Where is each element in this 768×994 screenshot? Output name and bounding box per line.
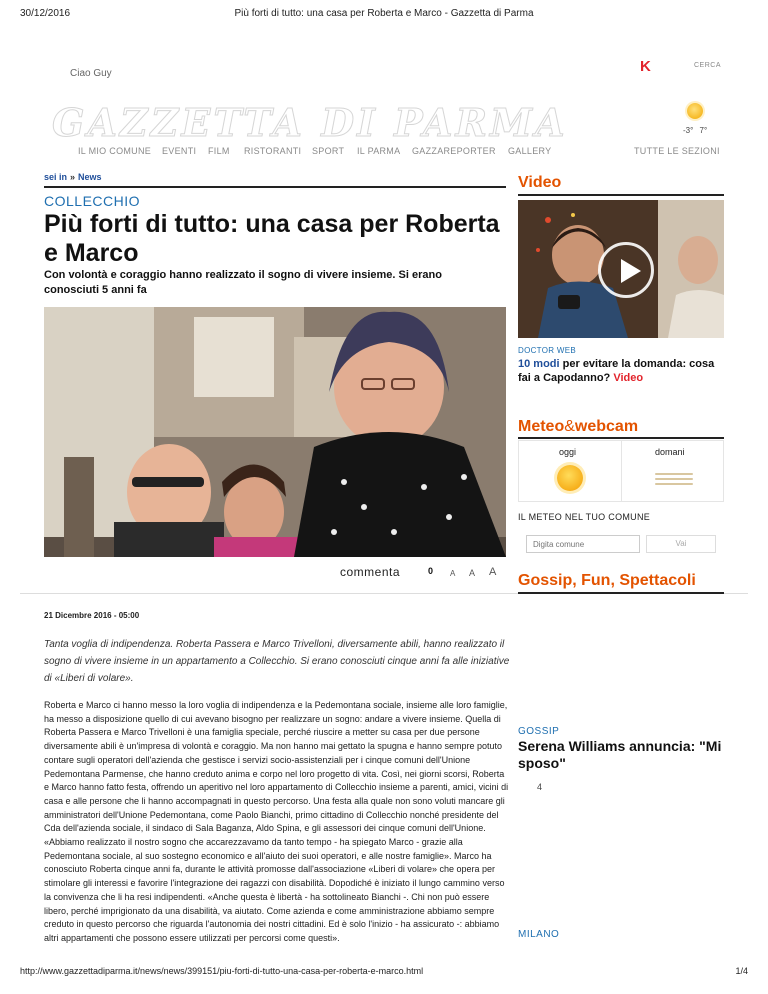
nav-item-il-parma[interactable]: IL PARMA	[357, 146, 401, 156]
gossip-section-heading[interactable]: Gossip, Fun, Spettacoli	[518, 572, 696, 589]
next-story-tag[interactable]: MILANO	[518, 929, 560, 940]
nav-item-eventi[interactable]: EVENTI	[162, 146, 197, 156]
user-greeting[interactable]: Ciao Guy	[70, 68, 112, 79]
gossip-tag[interactable]: GOSSIP	[518, 726, 560, 737]
temp-max: 7°	[699, 126, 708, 135]
divider	[621, 441, 622, 501]
breadcrumb-prefix: sei in	[44, 172, 68, 182]
meteo-heading-part: Meteo	[518, 418, 565, 435]
gossip-title[interactable]: Serena Williams annuncia: "Mi sposo"	[518, 738, 722, 771]
video-title-tag: Video	[613, 372, 644, 384]
divider	[44, 186, 506, 188]
font-size-medium-button[interactable]: A	[469, 568, 476, 578]
print-page-title: Più forti di tutto: una casa per Roberta e Marco - Gazzetta di Parma	[234, 8, 534, 19]
vai-button[interactable]: Vai	[646, 535, 716, 553]
article-kicker[interactable]: COLLECCHIO	[44, 193, 141, 209]
comune-search-input[interactable]	[526, 535, 640, 553]
search-link[interactable]: CERCA	[694, 62, 722, 69]
nav-item-sport[interactable]: SPORT	[312, 146, 345, 156]
article-photo-image	[44, 307, 506, 557]
gossip-comment-count[interactable]: 4	[537, 782, 543, 792]
article-dateline: 21 Dicembre 2016 - 05:00	[44, 611, 140, 620]
sun-icon	[687, 103, 703, 119]
nav-all-sections[interactable]: TUTTE LE SEZIONI	[634, 146, 720, 156]
nav-item-gallery[interactable]: GALLERY	[508, 146, 552, 156]
video-title-main: per evitare la domanda: cosa fai a Capodanno?	[518, 358, 715, 384]
sun-icon	[557, 465, 583, 491]
article-lead: Tanta voglia di indipendenza. Roberta Passera e Marco Trivelloni, diversamente abili, hanno realizzato il sogno di vivere insieme in un appartamento a Collecchio. Si erano conosciuti cinque anni fa alle iniziative di «Liberi di volare».	[44, 639, 510, 684]
meteo-comune-label: IL METEO NEL TUO COMUNE	[518, 512, 651, 522]
nav-item-il-mio-comune[interactable]: IL MIO COMUNE	[78, 146, 152, 156]
meteo-heading-part: webcam	[574, 418, 639, 435]
font-size-small-button[interactable]: A	[450, 569, 456, 578]
meteo-section-heading[interactable]	[518, 418, 638, 436]
nav-item-ristoranti[interactable]: RISTORANTI	[244, 146, 302, 156]
today-label: oggi	[559, 447, 577, 457]
video-title-highlight: 10 modi	[518, 358, 560, 370]
divider	[518, 194, 724, 196]
k-logo-icon[interactable]: K	[640, 58, 651, 75]
meteo-heading-amp: &	[564, 418, 575, 435]
article-headline: Più forti di tutto: una casa per Roberta e Marco	[44, 210, 500, 267]
comment-link[interactable]: commenta	[340, 565, 401, 579]
temp-min: -3°	[683, 126, 694, 135]
site-logo[interactable]: GAZZETTA DI PARMA	[52, 100, 568, 145]
breadcrumb-news-link[interactable]: News	[78, 172, 102, 182]
print-page-number: 1/4	[735, 966, 748, 976]
play-icon[interactable]	[598, 242, 654, 298]
nav-item-gazzareporter[interactable]: GAZZAREPORTER	[412, 146, 496, 156]
print-url: http://www.gazzettadiparma.it/news/news/399151/piu-forti-di-tutto-una-casa-per-roberta-e-marco.html	[20, 966, 424, 976]
font-size-large-button[interactable]: A	[489, 566, 497, 578]
article-standfirst: Con volontà e coraggio hanno realizzato il sogno di vivere insieme. Si erano conosciuti 5 anni fa	[44, 269, 442, 296]
divider	[518, 437, 724, 439]
tomorrow-label: domani	[655, 447, 685, 457]
comment-count[interactable]: 0	[428, 566, 434, 576]
video-title[interactable]	[518, 357, 728, 385]
meteo-forecast-box[interactable]	[518, 440, 724, 502]
nav-item-film[interactable]: FILM	[208, 146, 230, 156]
video-section-heading[interactable]: Video	[518, 174, 562, 191]
fog-icon	[655, 473, 693, 488]
video-source[interactable]: DOCTOR WEB	[518, 346, 576, 355]
print-date: 30/12/2016	[20, 8, 71, 19]
breadcrumb	[44, 172, 102, 182]
article-body: Roberta e Marco ci hanno messo la loro voglia di indipendenza e la Pedemontana sociale, insieme alle loro famiglie, ha messo a disposizione quello di cui avevano bisogno per realizzare un sogno: andare a vivere insieme. Quella di Roberta Passera e Marco Trivelloni è una famiglia speciale, perché riuscire a metter su casa per due persone diversamente abili è un'impresa di volontà e coraggio. Ma non hanno mai gettato la spugna e hanno sempre potuto contare sugli operatori dell'azienda che gestisce i servizi socio-assistenziali per i cinque comuni dell'Unione Pedemontana Parmense, che hanno creduto anima e corpo nel loro progetto di vita. Così, nei giorni scorsi, Roberta e Marco hanno fatto festa, offrendo un aperitivo nel loro appartamento di Collecchio insieme a parenti, amici, vicini di casa e alle persone che li hanno accompagnati in questo percorso. Una festa alla quale non sono voluti mancare gli amministratori dell'Unione Pedemontana, come Paolo Bianchi, primo cittadino di Collecchio nonché presidente del Cda dell'azienda sociale, il sindaco di Sala Baganza, Aldo Spina, e gli assessori dei cinque comuni dell'Unione. «Abbiamo realizzato il nostro sogno che accarezzavamo da tanto tempo - ha spiegato Marco - grazie alla Pedemontana sociale, al suo sostegno economico e all'aiuto dei suoi operatori, e alle nostre famiglie». Marco ha conosciuto Roberta cinque anni fa, durante le attività promosse dall'associazione «Liberi di volare» che opera per stimolare gli interessi e favorire l'integrazione dei ragazzi con disabilità. Dopodiché è iniziato il lungo cammino verso la convivenza che li ha resi indipendenti. «Anche questa è libertà - ha sottolineato Bianchi -. Chi non può essere libero, perché imprigionato da una disabilità, va aiutato. Come azienda e come amministrazione abbiamo sempre creduto in questo percorso che riguarda l'autonomia dei nostri cittadini. Ed è solo l'inizio - ha assicurato -: abbiamo altri appartamenti che possono essere utilizzati per percorsi come questi».	[44, 700, 509, 943]
breadcrumb-separator: »	[70, 172, 76, 182]
divider	[518, 592, 724, 594]
article-photo[interactable]	[44, 307, 506, 557]
weather-temps	[683, 126, 707, 135]
video-thumbnail[interactable]	[518, 200, 724, 338]
